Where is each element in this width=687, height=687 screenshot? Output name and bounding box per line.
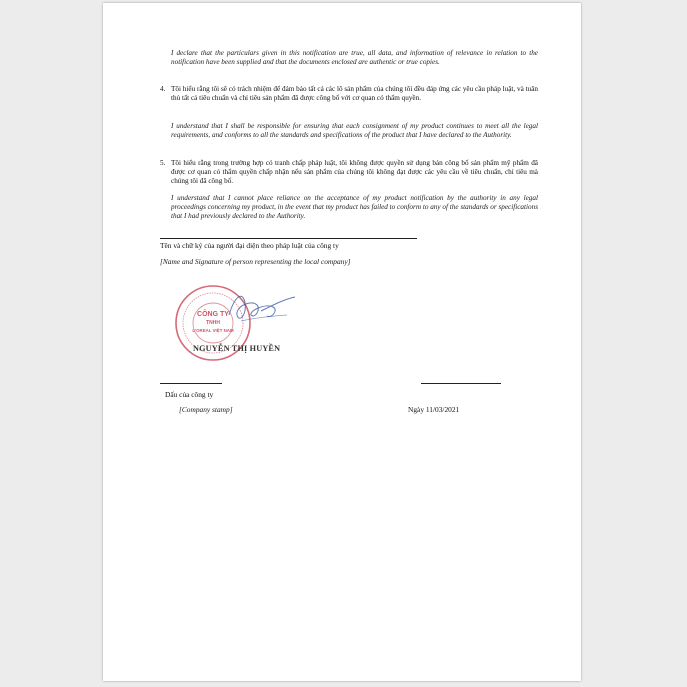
date-underline: [421, 383, 501, 384]
item-4-number: 4.: [160, 85, 166, 93]
item-5-number: 5.: [160, 159, 166, 167]
page-content: [103, 3, 581, 681]
item-4-english: I understand that I shall be responsible for ensuring that each consignment of my product continues to meet all the legal requirements, and conforms to all the standards and specifications of the product that I have declared to the Authority.: [171, 122, 538, 140]
stamp-text-line-2: TNHH: [206, 320, 220, 326]
signer-name: NGUYỄN THỊ HUYỀN: [193, 344, 281, 353]
company-stamp-label-vietnamese: Dấu của công ty: [165, 390, 214, 399]
signature-label-english: [Name and Signature of person representing the local company]: [160, 257, 351, 266]
item-5-vietnamese: Tôi hiểu rằng trong trường hợp có tranh chấp pháp luật, tôi không được quyền sử dụng bản công bố sản phẩm mỹ phẩm đã được cơ quan có thẩm quyền chấp nhận nếu sản phẩm của chúng tôi không đạt được các yêu cầu về tiêu chuẩn, chỉ tiêu mà chúng tôi đã công bố.: [171, 159, 538, 186]
signature-label-vietnamese: Tên và chữ ký của người đại diện theo pháp luật của công ty: [160, 241, 339, 250]
document-page: [103, 3, 581, 681]
signing-date: Ngày 11/03/2021: [408, 405, 460, 414]
item-5-english: I understand that I cannot place reliance on the acceptance of my product notification by the authority in any legal proceedings concerning my product, in the event that my product has failed to conform to any of the standards or specifications that I had previously declared to the Authority.: [171, 194, 538, 221]
stamp-text-line-3: L'OREAL VIỆT NAM: [192, 328, 234, 333]
stamp-text-line-1: CÔNG TY: [197, 311, 229, 318]
handwritten-signature: [221, 285, 301, 330]
item-4-vietnamese: Tôi hiểu rằng tôi sẽ có trách nhiệm để đảm bảo tất cả các lô sản phẩm của chúng tôi đều đáp ứng các yêu cầu pháp luật, và tuân thủ tất cả tiêu chuẩn và chỉ tiêu sản phẩm đã được công bố với cơ quan có thẩm quyền.: [171, 85, 538, 103]
signature-line: [160, 238, 417, 239]
stamp-underline: [160, 383, 222, 384]
company-stamp-label-english: [Company stamp]: [179, 405, 233, 414]
declaration-3-english: I declare that the particulars given in this notification are true, all data, and information of relevance in relation to the notification have been supplied and that the documents enclosed are authentic or true copies.: [171, 49, 538, 67]
